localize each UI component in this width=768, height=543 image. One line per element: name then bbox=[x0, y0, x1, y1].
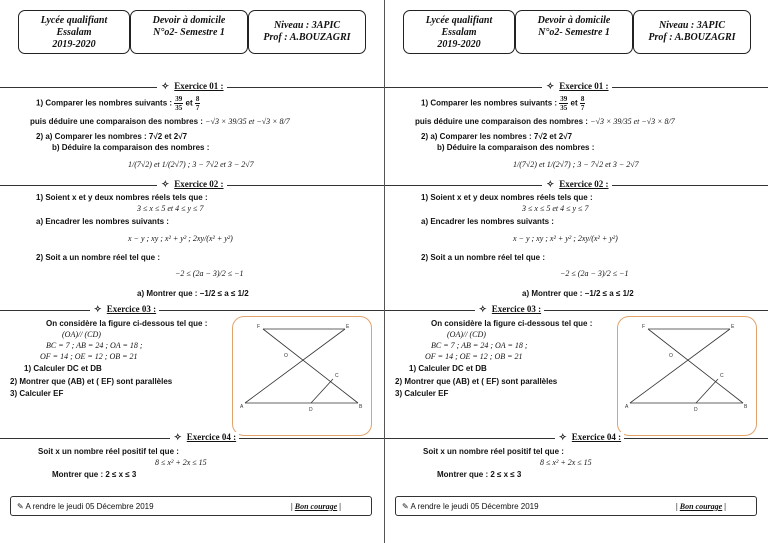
ex1-expr: −√3 × 39/35 et −√3 × 8/7 bbox=[590, 117, 675, 126]
doc-title: Devoir à domicile bbox=[152, 15, 226, 26]
exercise-4-title: Exercice 04 : bbox=[184, 432, 239, 442]
ex4-l2: 8 ≤ x² + 2x ≤ 15 bbox=[155, 458, 207, 467]
ex3-l1: On considère la figure ci-dessous tel que : bbox=[46, 319, 208, 328]
ex3-l4: OF = 14 ; OE = 12 ; OB = 21 bbox=[40, 352, 138, 361]
label-f: F bbox=[642, 324, 646, 330]
ex2-q2a: a) Montrer que : −1/2 ≤ a ≤ 1/2 bbox=[137, 289, 249, 298]
exercise-4 bbox=[385, 432, 768, 492]
ex1-q1: 1) Comparer les nombres suivants : bbox=[36, 98, 173, 108]
ex3-l3: BC = 7 ; AB = 24 ; OA = 18 ; bbox=[46, 341, 143, 350]
ex1-expr-a: 1/(7√2) et 1/(2√7) bbox=[513, 160, 571, 169]
school-city: Essalam bbox=[441, 27, 477, 38]
label-f: F bbox=[257, 324, 261, 330]
ex1-q2a: 2) a) Comparer les nombres : 7√2 et 2√7 bbox=[36, 132, 188, 141]
label-c: C bbox=[335, 373, 339, 379]
ex2-q2-cond: −2 ≤ (2a − 3)/2 ≤ −1 bbox=[175, 269, 244, 278]
label-o: O bbox=[284, 353, 288, 359]
diamond-icon: ✧ bbox=[90, 304, 104, 314]
info-box bbox=[248, 10, 366, 54]
diamond-icon: ✧ bbox=[542, 81, 556, 91]
level: Niveau : 3APIC bbox=[273, 20, 341, 31]
ex1-q1: 1) Comparer les nombres suivants : bbox=[421, 98, 558, 108]
label-e: E bbox=[346, 324, 350, 330]
ex2-q1: 1) Soient x et y deux nombres réels tels que : bbox=[36, 193, 208, 202]
ex3-l2: (OA)// (CD) bbox=[447, 330, 486, 339]
figure-drawing bbox=[618, 317, 755, 434]
prof: Prof : A.BOUZAGRI bbox=[263, 32, 351, 43]
ex4-l1: Soit x un nombre réel positif tel que : bbox=[38, 447, 179, 456]
exercise-2 bbox=[385, 179, 768, 307]
exercise-3-title: Exercice 03 : bbox=[104, 304, 159, 314]
ex1-q2b: b) Déduire la comparaison des nombres : bbox=[437, 143, 595, 152]
label-d: D bbox=[309, 407, 313, 413]
footer: ✎ A rendre le jeudi 05 Décembre 2019 | Bon courage | bbox=[395, 496, 757, 516]
ex3-q1: 1) Calculer DC et DB bbox=[24, 364, 102, 373]
school-year: 2019-2020 bbox=[52, 39, 96, 50]
diamond-icon: ✧ bbox=[157, 179, 171, 189]
ex4-l3: Montrer que : 2 ≤ x ≤ 3 bbox=[437, 470, 522, 479]
due-date: A rendre le jeudi 05 Décembre 2019 bbox=[410, 502, 539, 511]
header bbox=[18, 10, 366, 54]
ex1-expr-a: 1/(7√2) et 1/(2√7) bbox=[128, 160, 186, 169]
ex1-expr-b: ; 3 − 7√2 et 3 − 2√7 bbox=[572, 160, 639, 169]
label-a: A bbox=[240, 404, 244, 410]
geometry-figure bbox=[617, 316, 757, 436]
bon-courage: Bon courage bbox=[679, 502, 723, 511]
ex4-l2: 8 ≤ x² + 2x ≤ 15 bbox=[540, 458, 592, 467]
ex2-qa-expr: x − y ; xy ; x² + y² ; 2xy/(x² + y²) bbox=[128, 234, 233, 243]
ex3-l1: On considère la figure ci-dessous tel que : bbox=[431, 319, 593, 328]
label-d: D bbox=[694, 407, 698, 413]
ex4-l3: Montrer que : 2 ≤ x ≤ 3 bbox=[52, 470, 137, 479]
exercise-2-title: Exercice 02 : bbox=[556, 179, 611, 189]
ex4-l1: Soit x un nombre réel positif tel que : bbox=[423, 447, 564, 456]
header bbox=[403, 10, 751, 54]
ex3-l2: (OA)// (CD) bbox=[62, 330, 101, 339]
ex2-q2-cond: −2 ≤ (2a − 3)/2 ≤ −1 bbox=[560, 269, 629, 278]
label-e: E bbox=[731, 324, 735, 330]
ex2-qa-expr: x − y ; xy ; x² + y² ; 2xy/(x² + y²) bbox=[513, 234, 618, 243]
title-box bbox=[130, 10, 248, 54]
due-date: A rendre le jeudi 05 Décembre 2019 bbox=[25, 502, 154, 511]
ex2-qa: a) Encadrer les nombres suivants : bbox=[421, 217, 554, 226]
ex2-q2: 2) Soit a un nombre réel tel que : bbox=[421, 253, 546, 262]
label-b: B bbox=[744, 404, 748, 410]
ex1-expr-b: ; 3 − 7√2 et 3 − 2√7 bbox=[187, 160, 254, 169]
footer: ✎ A rendre le jeudi 05 Décembre 2019 | Bon courage | bbox=[10, 496, 372, 516]
school-box bbox=[403, 10, 515, 54]
exercise-4-title: Exercice 04 : bbox=[569, 432, 624, 442]
ex1-q2a: 2) a) Comparer les nombres : 7√2 et 2√7 bbox=[421, 132, 573, 141]
bon-courage: Bon courage bbox=[294, 502, 338, 511]
ex2-q1-cond: 3 ≤ x ≤ 5 et 4 ≤ y ≤ 7 bbox=[137, 204, 204, 213]
figure-drawing bbox=[233, 317, 370, 434]
ex2-q1: 1) Soient x et y deux nombres réels tels que : bbox=[421, 193, 593, 202]
exercise-4 bbox=[0, 432, 384, 492]
exercise-2 bbox=[0, 179, 384, 307]
school-city: Essalam bbox=[56, 27, 92, 38]
exercise-1: ✧ Exercice 01 : 1) Comparer les nombres suivants : $\frac{39}{35}$ et $\frac{8}{7}$ puis déduire une comparaison des nombres : −√3 × 39/35 et −√3 × 8/7 2) a) Comparer les nombres : 7√2 et 2√7 b) Déduire la comparaison des nombres : 1/(7√2) et 1/(2√7) ; 3 − 7√2 et 3 − 2√7 bbox=[0, 87, 384, 182]
info-box bbox=[633, 10, 751, 54]
exercise-1-title: Exercice 01 : bbox=[556, 81, 611, 91]
ex1-deduce: puis déduire une comparaison des nombres : bbox=[415, 117, 588, 126]
ex3-q2: 2) Montrer que (AB) et ( EF) sont parallèles bbox=[10, 377, 173, 386]
diamond-icon: ✧ bbox=[170, 432, 184, 442]
right-page bbox=[384, 0, 768, 543]
geometry-figure bbox=[232, 316, 372, 436]
ex3-q3: 3) Calculer EF bbox=[395, 389, 449, 398]
title-box bbox=[515, 10, 633, 54]
ex1-q2b: b) Déduire la comparaison des nombres : bbox=[52, 143, 210, 152]
school-name: Lycée qualifiant bbox=[425, 15, 493, 26]
doc-title: Devoir à domicile bbox=[537, 15, 611, 26]
ex2-q2: 2) Soit a un nombre réel tel que : bbox=[36, 253, 161, 262]
ex3-l4: OF = 14 ; OE = 12 ; OB = 21 bbox=[425, 352, 523, 361]
ex1-expr: −√3 × 39/35 et −√3 × 8/7 bbox=[205, 117, 290, 126]
exercise-2-title: Exercice 02 : bbox=[171, 179, 226, 189]
pencil-icon: ✎ bbox=[17, 502, 26, 511]
prof: Prof : A.BOUZAGRI bbox=[648, 32, 736, 43]
ex3-q1: 1) Calculer DC et DB bbox=[409, 364, 487, 373]
label-c: C bbox=[720, 373, 724, 379]
exercise-1: ✧ Exercice 01 : 1) Comparer les nombres suivants : $\frac{39}{35}$ et $\frac{8}{7}$ puis déduire une comparaison des nombres : −√3 × 39/35 et −√3 × 8/7 2) a) Comparer les nombres : 7√2 et 2√7 b) Déduire la comparaison des nombres : 1/(7√2) et 1/(2√7) ; 3 − 7√2 et 3 − 2√7 bbox=[385, 87, 768, 182]
diamond-icon: ✧ bbox=[555, 432, 569, 442]
label-o: O bbox=[669, 353, 673, 359]
doc-number: N°o2- Semestre 1 bbox=[153, 27, 225, 38]
diamond-icon: ✧ bbox=[475, 304, 489, 314]
school-box bbox=[18, 10, 130, 54]
level: Niveau : 3APIC bbox=[658, 20, 726, 31]
label-a: A bbox=[625, 404, 629, 410]
exercise-1-title: Exercice 01 : bbox=[171, 81, 226, 91]
school-year: 2019-2020 bbox=[437, 39, 481, 50]
exercise-3-title: Exercice 03 : bbox=[489, 304, 544, 314]
ex2-q2a: a) Montrer que : −1/2 ≤ a ≤ 1/2 bbox=[522, 289, 634, 298]
ex3-l3: BC = 7 ; AB = 24 ; OA = 18 ; bbox=[431, 341, 528, 350]
ex2-qa: a) Encadrer les nombres suivants : bbox=[36, 217, 169, 226]
ex3-q3: 3) Calculer EF bbox=[10, 389, 64, 398]
pencil-icon: ✎ bbox=[402, 502, 411, 511]
diamond-icon: ✧ bbox=[157, 81, 171, 91]
ex2-q1-cond: 3 ≤ x ≤ 5 et 4 ≤ y ≤ 7 bbox=[522, 204, 589, 213]
ex1-deduce: puis déduire une comparaison des nombres : bbox=[30, 117, 203, 126]
school-name: Lycée qualifiant bbox=[40, 15, 108, 26]
label-b: B bbox=[359, 404, 363, 410]
ex3-q2: 2) Montrer que (AB) et ( EF) sont parallèles bbox=[395, 377, 558, 386]
doc-number: N°o2- Semestre 1 bbox=[538, 27, 610, 38]
diamond-icon: ✧ bbox=[542, 179, 556, 189]
